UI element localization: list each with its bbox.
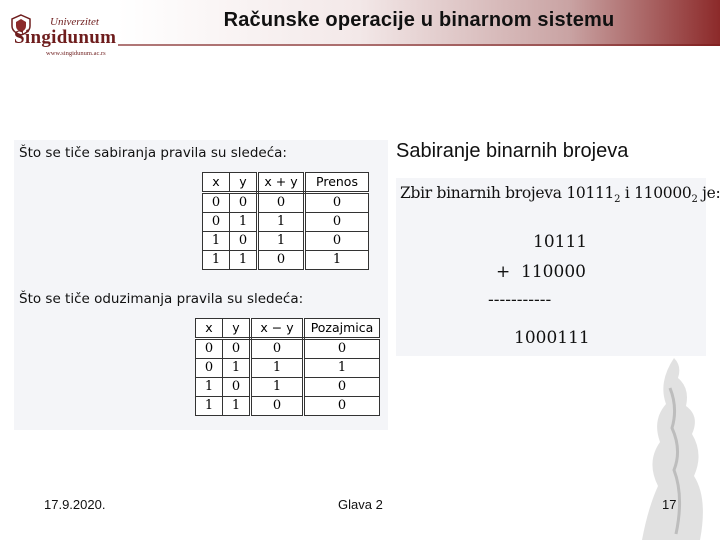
table-cell: 1 — [223, 397, 251, 416]
column-header: y — [223, 319, 251, 339]
table-row — [203, 251, 369, 270]
table-cell: 0 — [258, 251, 305, 270]
table-cell: 0 — [305, 213, 369, 232]
column-header: x + y — [258, 173, 305, 193]
table-cell: 0 — [305, 232, 369, 251]
table-row — [203, 213, 369, 232]
table-row — [203, 193, 369, 213]
table-cell: 0 — [203, 213, 230, 232]
column-header: x — [196, 319, 223, 339]
table-cell: 1 — [230, 213, 258, 232]
logo-url: www.singidunum.ac.rs — [46, 50, 106, 57]
addition-table — [202, 172, 369, 270]
addition-intro: Što se tiče sabiranja pravila su sledeća: — [19, 145, 287, 161]
table-cell: 1 — [258, 232, 305, 251]
column-header: y — [230, 173, 258, 193]
table-cell: 1 — [230, 251, 258, 270]
page-number: 17 — [662, 497, 677, 512]
example-sentence — [400, 184, 720, 205]
table-cell: 0 — [223, 378, 251, 397]
slide-title: Računske operacije u binarnom sistemu — [223, 9, 615, 31]
table-row — [196, 339, 380, 359]
table-cell: 0 — [304, 397, 380, 416]
table-cell: 1 — [305, 251, 369, 270]
table-cell: 1 — [258, 213, 305, 232]
footer-date: 17.9.2020. — [44, 497, 106, 512]
table-row — [203, 232, 369, 251]
operand-2: + 110000 — [496, 262, 586, 282]
table-header-row — [203, 173, 369, 193]
table-cell: 0 — [230, 232, 258, 251]
table-cell: 0 — [258, 193, 305, 213]
subtraction-table — [195, 318, 380, 416]
statue-icon — [612, 358, 720, 540]
table-cell: 0 — [230, 193, 258, 213]
table-cell: 1 — [203, 232, 230, 251]
table-cell: 0 — [196, 359, 223, 378]
table-row — [196, 359, 380, 378]
table-cell: 0 — [304, 339, 380, 359]
sentence-middle: i 110000 — [620, 184, 692, 202]
base-subscript: 2 — [614, 194, 621, 206]
logo-name: Singidunum — [14, 27, 117, 48]
table-cell: 0 — [196, 339, 223, 359]
base-subscript: 2 — [691, 194, 698, 206]
column-header: Prenos — [305, 173, 369, 193]
table-cell: 0 — [251, 397, 304, 416]
rules-image — [14, 140, 388, 430]
sentence-prefix: Zbir binarnih brojeva 10111 — [400, 184, 615, 202]
table-row — [196, 397, 380, 416]
logo-top-text: Univerzitet — [50, 16, 99, 28]
sentence-suffix: je: — [697, 184, 720, 202]
column-header: Pozajmica — [304, 319, 380, 339]
footer-chapter: Glava 2 — [338, 497, 383, 512]
table-cell: 1 — [196, 378, 223, 397]
table-cell: 1 — [251, 378, 304, 397]
result-separator: ----------- — [488, 290, 552, 310]
table-cell: 0 — [251, 339, 304, 359]
column-header: x − y — [251, 319, 304, 339]
table-cell: 1 — [304, 359, 380, 378]
column-header: x — [203, 173, 230, 193]
subtraction-intro: Što se tiče oduzimanja pravila su sledeća: — [19, 291, 304, 307]
table-cell: 1 — [251, 359, 304, 378]
table-cell: 0 — [304, 378, 380, 397]
addition-result: 1000111 — [514, 328, 590, 348]
table-cell: 1 — [203, 251, 230, 270]
section-title: Sabiranje binarnih brojeva — [396, 140, 629, 162]
table-header-row — [196, 319, 380, 339]
table-cell: 1 — [223, 359, 251, 378]
table-row — [196, 378, 380, 397]
table-cell: 0 — [203, 193, 230, 213]
table-cell: 0 — [305, 193, 369, 213]
header-divider — [118, 44, 720, 46]
operand-1: 10111 — [533, 232, 588, 252]
binary-addition-image — [396, 178, 720, 356]
table-cell: 0 — [223, 339, 251, 359]
university-logo — [6, 8, 116, 66]
table-cell: 1 — [196, 397, 223, 416]
